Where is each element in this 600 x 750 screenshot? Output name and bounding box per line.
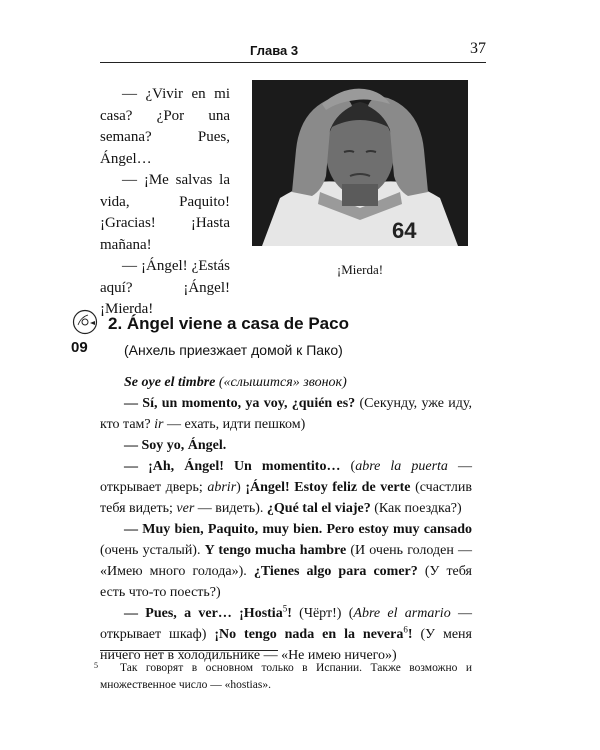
photo-caption: ¡Mierda! [336, 262, 384, 277]
header-rule [100, 62, 486, 63]
footnote-rule [100, 650, 278, 651]
jersey-number: 64 [392, 218, 417, 243]
intro-dialogue [100, 84, 230, 321]
dialogue-paragraph: — Muy bien, Paquito, muy bien. Pero estoy muy cansado (очень усталый). Y tengo mucha hambre (И очень голоден — «Имею много голода»). ¿Tienes algo para comer? (У тебя есть что-то поесть?) [100, 522, 472, 600]
illustration-photo [252, 80, 468, 246]
intro-line: — ¿Vivir en mi casa? ¿Por una semana? Pues, Ángel… [100, 86, 230, 167]
section-subtitle: (Анхель приезжает домой к Пако) [124, 342, 343, 358]
footnote-text: Так говорят в основном только в Испании. Также возможно и множественное число — «hostias». [100, 662, 472, 691]
dialogue-body [100, 372, 472, 666]
footnote-ref: 6 [403, 624, 408, 635]
dialogue-paragraph: — Sí, un momento, ya voy, ¿quién es? (Секунду, уже иду, кто там? ir — ехать, идти пешком) [100, 396, 472, 432]
intro-line: — ¡Ángel! ¿Estás aquí? ¡Ángel! ¡Mierda! [100, 258, 230, 317]
dialogue-paragraph: — ¡Ah, Ángel! Un momentito… (abre la puerta — открывает дверь; abrir) ¡Ángel! Estoy feliz de verte (счастлив тебя видеть; ver — видеть). ¿Qué tal el viaje? (Как поездка?) [100, 459, 472, 516]
page-number: 37 [470, 40, 486, 57]
dialogue-paragraph: — Soy yo, Ángel. [124, 438, 227, 453]
intro-line: — ¡Me salvas la vida, Paquito! ¡Gracias! ¡Hasta mañana! [100, 172, 230, 253]
chapter-title: Глава 3 [250, 43, 299, 58]
footnote [94, 660, 472, 694]
running-header [100, 40, 486, 60]
section-title: 2. Ángel viene a casa de Paco [108, 314, 349, 333]
footnote-ref: 5 [282, 603, 288, 614]
distressed-man-illustration [252, 80, 468, 246]
audio-cd-icon [72, 309, 98, 335]
footnote-mark: 5 [94, 661, 98, 670]
audio-track-number: 09 [71, 339, 88, 356]
stage-direction: Se oye el timbre («слышится» звонок) [124, 375, 347, 390]
dialogue-paragraph: — Pues, a ver… ¡Hostia$^5$! (Чёрт!) (Abre el armario — открывает шкаф) ¡No tengo nada en la nevera$^6$! (У меня ничего нет в холодильнике — «Не имею ничего») [100, 603, 473, 663]
